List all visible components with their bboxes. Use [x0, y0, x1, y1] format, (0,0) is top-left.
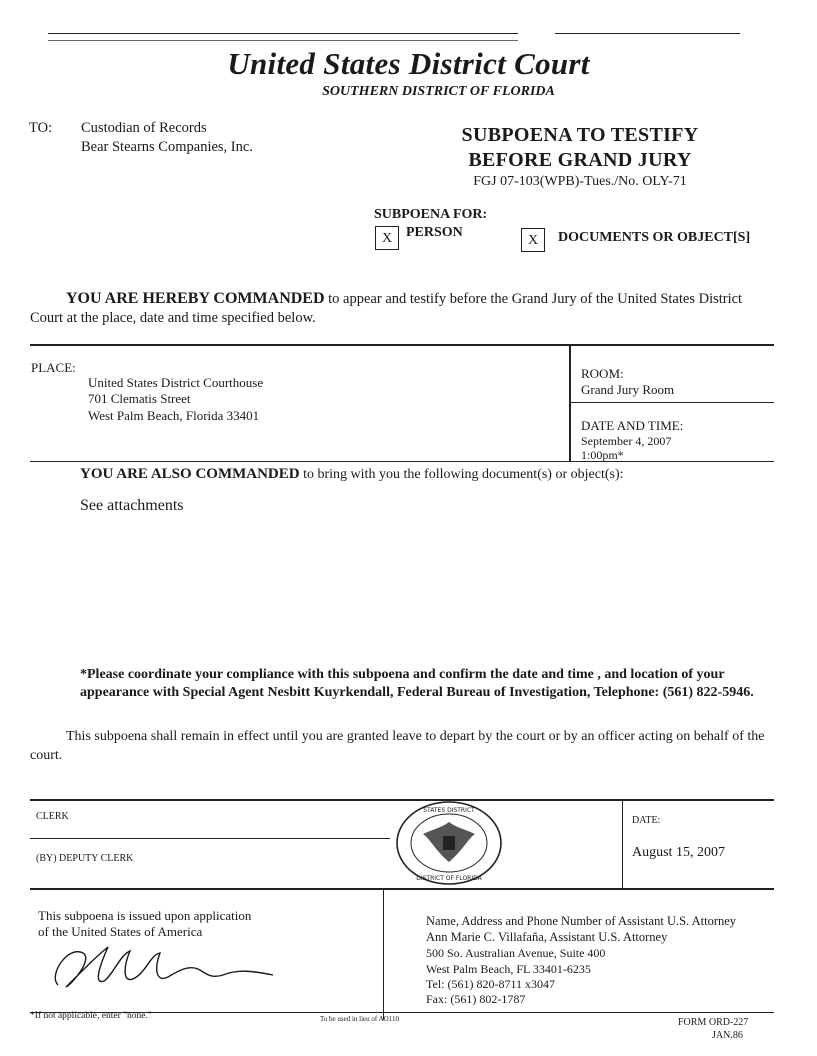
- place-table-divider: [569, 346, 571, 462]
- subpoena-title-line-1: SUBPOENA TO TESTIFY: [461, 124, 699, 146]
- shield-icon: [443, 836, 455, 850]
- documents-checkbox[interactable]: X: [521, 228, 545, 252]
- signature: [38, 935, 298, 995]
- attorney-tel: Tel: (561) 820-8711 x3047: [426, 977, 556, 991]
- header-rule-top-right: [555, 33, 740, 34]
- room-label: ROOM:: [581, 366, 624, 381]
- also-commanded: [80, 466, 624, 483]
- subpoena-title-line-2: BEFORE GRAND JURY: [468, 149, 692, 171]
- attorney-address-1: 500 So. Australian Avenue, Suite 400: [426, 946, 606, 960]
- clerk-label: CLERK: [36, 811, 69, 822]
- datetime-date: September 4, 2007: [581, 434, 672, 448]
- to-label: TO:: [29, 120, 53, 136]
- also-text: to bring with you the following document(s) or object(s):: [299, 467, 624, 482]
- issued-line-1: This subpoena is issued upon application: [38, 908, 252, 923]
- place-label: PLACE:: [31, 360, 76, 375]
- attorney-address-2: West Palm Beach, FL 33401-6235: [426, 962, 591, 976]
- header-rule-top: [48, 33, 518, 34]
- clerk-middle-rule: [30, 838, 390, 839]
- place-line-2: 701 Clematis Street: [88, 391, 191, 406]
- recipient-line-1: Custodian of Records: [81, 120, 207, 136]
- court-seal: [383, 800, 515, 886]
- deputy-clerk-label: (BY) DEPUTY CLERK: [36, 853, 134, 864]
- effect-paragraph: This subpoena shall remain in effect until you are granted leave to depart by the court or by an officer acting on behalf of the court.: [30, 729, 765, 763]
- case-number: FGJ 07-103(WPB)-Tues./No. OLY-71: [473, 174, 687, 189]
- signature-stroke: [55, 947, 273, 987]
- header-rule-bottom: [48, 40, 518, 41]
- issued-divider: [383, 890, 384, 1020]
- clerk-date-divider: [622, 801, 623, 888]
- person-label: PERSON: [406, 225, 463, 240]
- footer-form-date: JAN.86: [712, 1030, 743, 1041]
- compliance-note: *Please coordinate your compliance with this subpoena and confirm the date and time , and location of your appearance with Special Agent Nesbitt Kuyrkendall, Federal Bureau of Investigation, Telephone: (561) 822-5946.: [80, 667, 754, 700]
- date-label: DATE:: [632, 815, 661, 826]
- attorney-heading: Name, Address and Phone Number of Assistant U.S. Attorney: [426, 914, 737, 928]
- also-bold: YOU ARE ALSO COMMANDED: [80, 466, 300, 482]
- subpoena-for-label: SUBPOENA FOR:: [374, 207, 488, 222]
- attorney-fax: Fax: (561) 802-1787: [426, 992, 526, 1006]
- date-value: August 15, 2007: [632, 845, 725, 860]
- footer-lieu: To be used in lieu of AO110: [320, 1015, 399, 1023]
- place-table-top-rule: [30, 344, 774, 346]
- datetime-time: 1:00pm*: [581, 448, 624, 462]
- place-line-1: United States District Courthouse: [88, 375, 264, 390]
- attachments-text: See attachments: [80, 497, 184, 514]
- court-title: United States District Court: [227, 46, 590, 81]
- command-paragraph: [30, 289, 778, 328]
- recipient-line-2: Bear Stearns Companies, Inc.: [81, 139, 253, 155]
- person-checkbox[interactable]: X: [375, 226, 399, 250]
- documents-label: DOCUMENTS OR OBJECT[S]: [558, 230, 751, 245]
- seal-text-top: STATES DISTRICT: [423, 807, 475, 814]
- command-text: to appear and testify before the Grand Jury of the United States District Court at the place, date and time specified below.: [30, 291, 743, 326]
- court-district: SOUTHERN DISTRICT OF FLORIDA: [322, 84, 555, 99]
- room-bottom-rule: [571, 402, 774, 403]
- place-table-bottom-rule: [30, 461, 774, 462]
- footer-form: FORM ORD-227: [678, 1017, 749, 1028]
- footer-note: *If not applicable, enter "none.": [30, 1011, 152, 1021]
- clerk-bottom-rule: [30, 888, 774, 890]
- room-value: Grand Jury Room: [581, 382, 675, 397]
- attorney-name: Ann Marie C. Villafaña, Assistant U.S. Attorney: [426, 930, 668, 944]
- command-bold: YOU ARE HEREBY COMMANDED: [66, 290, 325, 307]
- issued-line-2: of the United States of America: [38, 924, 203, 939]
- datetime-label: DATE AND TIME:: [581, 418, 684, 433]
- place-line-3: West Palm Beach, Florida 33401: [88, 408, 260, 423]
- seal-text-bottom: DISTRICT OF FLORIDA: [416, 875, 482, 882]
